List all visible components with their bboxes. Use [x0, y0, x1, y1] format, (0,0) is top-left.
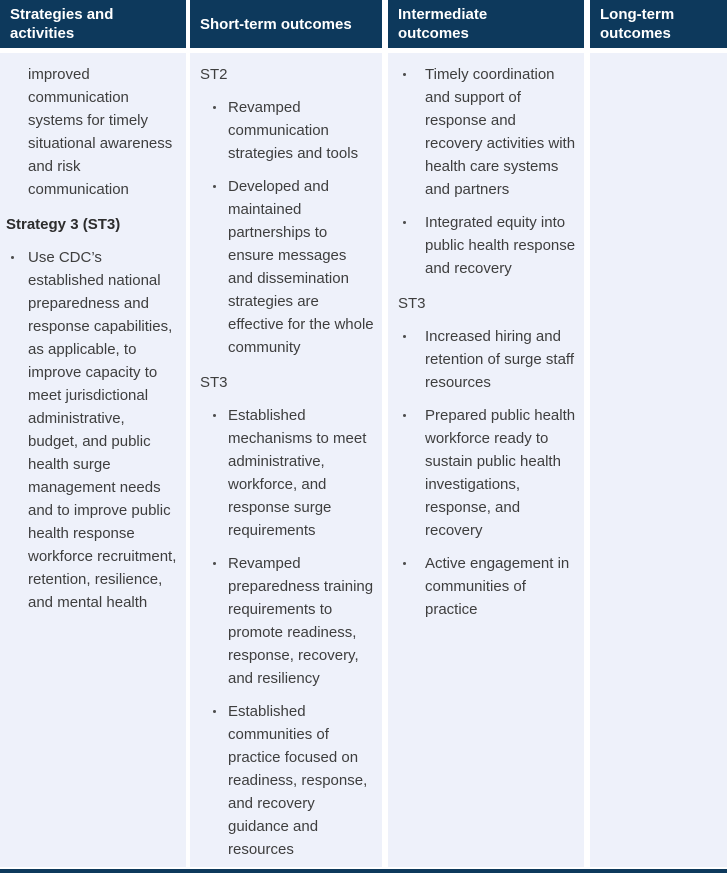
bullet-item: Integrated equity into public health response and recovery [398, 211, 576, 280]
column-strategies-activities [0, 0, 186, 867]
column-header-long-term-outcomes [590, 0, 727, 48]
column-header-intermediate-outcomes [388, 0, 584, 48]
bullet-item: Revamped preparedness training requirements to promote readiness, response, recovery, and resiliency [200, 552, 374, 690]
column-header-strategies-activities [0, 0, 186, 48]
column-header-label: Short-term outcomes [200, 15, 352, 33]
cell-strategies-activities [0, 53, 186, 867]
cell-intermediate-outcomes [388, 53, 584, 867]
outcome-group-label: ST2 [200, 66, 228, 83]
cell-short-term-outcomes [190, 53, 382, 867]
column-short-term-outcomes [190, 0, 382, 867]
bullet-item: Established communities of practice focused on readiness, response, and recovery guidance and resources [200, 700, 374, 861]
bullet-item: Developed and maintained partnerships to ensure messages and dissemination strategies are effective for the whole community [200, 175, 374, 359]
bullet-item: Increased hiring and retention of surge staff resources [398, 325, 576, 394]
outcome-group-label: ST3 [398, 295, 426, 312]
column-long-term-outcomes [590, 0, 727, 867]
column-header-short-term-outcomes [190, 0, 382, 48]
bullet-item: Established mechanisms to meet administrative, workforce, and response surge requirements [200, 404, 374, 542]
continuation-text: improved communication systems for timely situational awareness and risk communication [28, 66, 173, 198]
next-section-header-edge [0, 869, 727, 873]
bullet-item: Prepared public health workforce ready to sustain public health investigations, response, and recovery [398, 404, 576, 542]
cell-long-term-outcomes [590, 53, 727, 867]
bullet-item: Timely coordination and support of response and recovery activities with health care systems and partners [398, 63, 576, 201]
strategy-heading: Strategy 3 (ST3) [6, 216, 121, 233]
column-header-label: Long-term outcomes [600, 6, 675, 42]
outcome-group-label: ST3 [200, 374, 228, 391]
column-intermediate-outcomes [388, 0, 584, 867]
bullet-item: Use CDC’s established national preparedness and response capabilities, as applicable, to improve capacity to meet jurisdictional administrative, budget, and public health surge management needs and to improve public health response workforce recruitment, retention, resilience, and mental health [6, 246, 178, 614]
bullet-item: Active engagement in communities of practice [398, 552, 576, 621]
column-header-label: Strategies and activities [10, 6, 114, 42]
bullet-item: Revamped communication strategies and tools [200, 96, 374, 165]
column-header-label: Intermediate outcomes [398, 6, 488, 42]
